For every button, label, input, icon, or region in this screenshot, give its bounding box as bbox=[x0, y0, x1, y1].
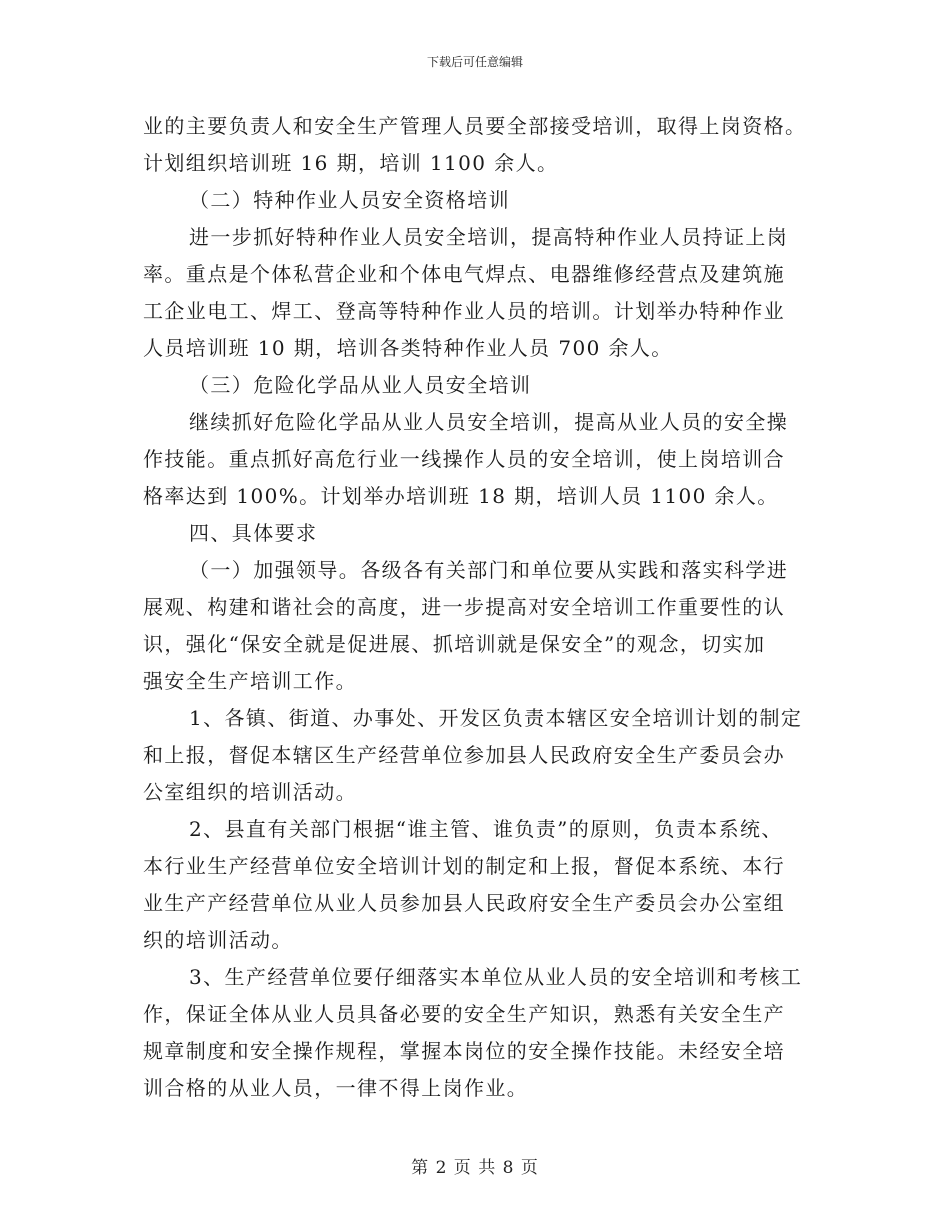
body-line: 织的培训活动。 bbox=[143, 928, 293, 952]
paragraph-start: 进一步抓好特种作业人员安全培训，提高特种作业人员持证上岗 bbox=[189, 225, 789, 249]
section-heading: （三）危险化学品从业人员安全培训 bbox=[189, 373, 532, 397]
body-line: 展观、构建和谐社会的高度，进一步提高对安全培训工作重要性的认 bbox=[143, 595, 785, 619]
body-line: 率。重点是个体私营企业和个体电气焊点、电器维修经营点及建筑施 bbox=[143, 262, 785, 286]
section-heading: 四、具体要求 bbox=[189, 521, 318, 545]
body-line: 公室组织的培训活动。 bbox=[143, 780, 357, 804]
body-line: 规章制度和安全操作规程，掌握本岗位的安全操作技能。未经安全培 bbox=[143, 1039, 785, 1063]
body-line: 强安全生产培训工作。 bbox=[143, 669, 357, 693]
body-line: 计划组织培训班 16 期，培训 1100 余人。 bbox=[143, 151, 559, 175]
body-line: 格率达到 100%。计划举办培训班 18 期，培训人员 1100 余人。 bbox=[143, 484, 779, 508]
body-line: 工企业电工、焊工、登高等特种作业人员的培训。计划举办特种作业 bbox=[143, 299, 785, 323]
paragraph-start: （一）加强领导。各级各有关部门和单位要从实践和落实科学进 bbox=[189, 558, 789, 582]
paragraph-start: 2、县直有关部门根据“谁主管、谁负责”的原则，负责本系统、 bbox=[189, 817, 783, 841]
paragraph-start: 3、生产经营单位要仔细落实本单位从业人员的安全培训和考核工 bbox=[189, 965, 803, 989]
page-number: 第 2 页 共 8 页 bbox=[411, 1158, 539, 1178]
body-line: 作技能。重点抓好高危行业一线操作人员的安全培训，使上岗培训合 bbox=[143, 447, 785, 471]
paragraph-start: 1、各镇、街道、办事处、开发区负责本辖区安全培训计划的制定 bbox=[189, 706, 803, 730]
paragraph-start: 继续抓好危险化学品从业人员安全培训，提高从业人员的安全操 bbox=[189, 410, 789, 434]
download-edit-note: 下载后可任意编辑 bbox=[426, 55, 523, 69]
body-line: 业的主要负责人和安全生产管理人员要全部接受培训，取得上岗资格。 bbox=[143, 114, 807, 138]
body-line: 作，保证全体从业人员具备必要的安全生产知识，熟悉有关安全生产 bbox=[143, 1002, 785, 1026]
body-line: 识，强化“保安全就是促进展、抓培训就是保安全”的观念，切实加 bbox=[143, 632, 766, 656]
body-line: 和上报，督促本辖区生产经营单位参加县人民政府安全生产委员会办 bbox=[143, 743, 785, 767]
document-body bbox=[143, 108, 811, 1107]
body-line: 本行业生产经营单位安全培训计划的制定和上报，督促本系统、本行 bbox=[143, 854, 785, 878]
body-line: 训合格的从业人员，一律不得上岗作业。 bbox=[143, 1076, 529, 1100]
section-heading: （二）特种作业人员安全资格培训 bbox=[189, 188, 510, 212]
body-line: 业生产产经营单位从业人员参加县人民政府安全生产委员会办公室组 bbox=[143, 891, 785, 915]
body-line: 人员培训班 10 期，培训各类特种作业人员 700 余人。 bbox=[143, 336, 673, 360]
